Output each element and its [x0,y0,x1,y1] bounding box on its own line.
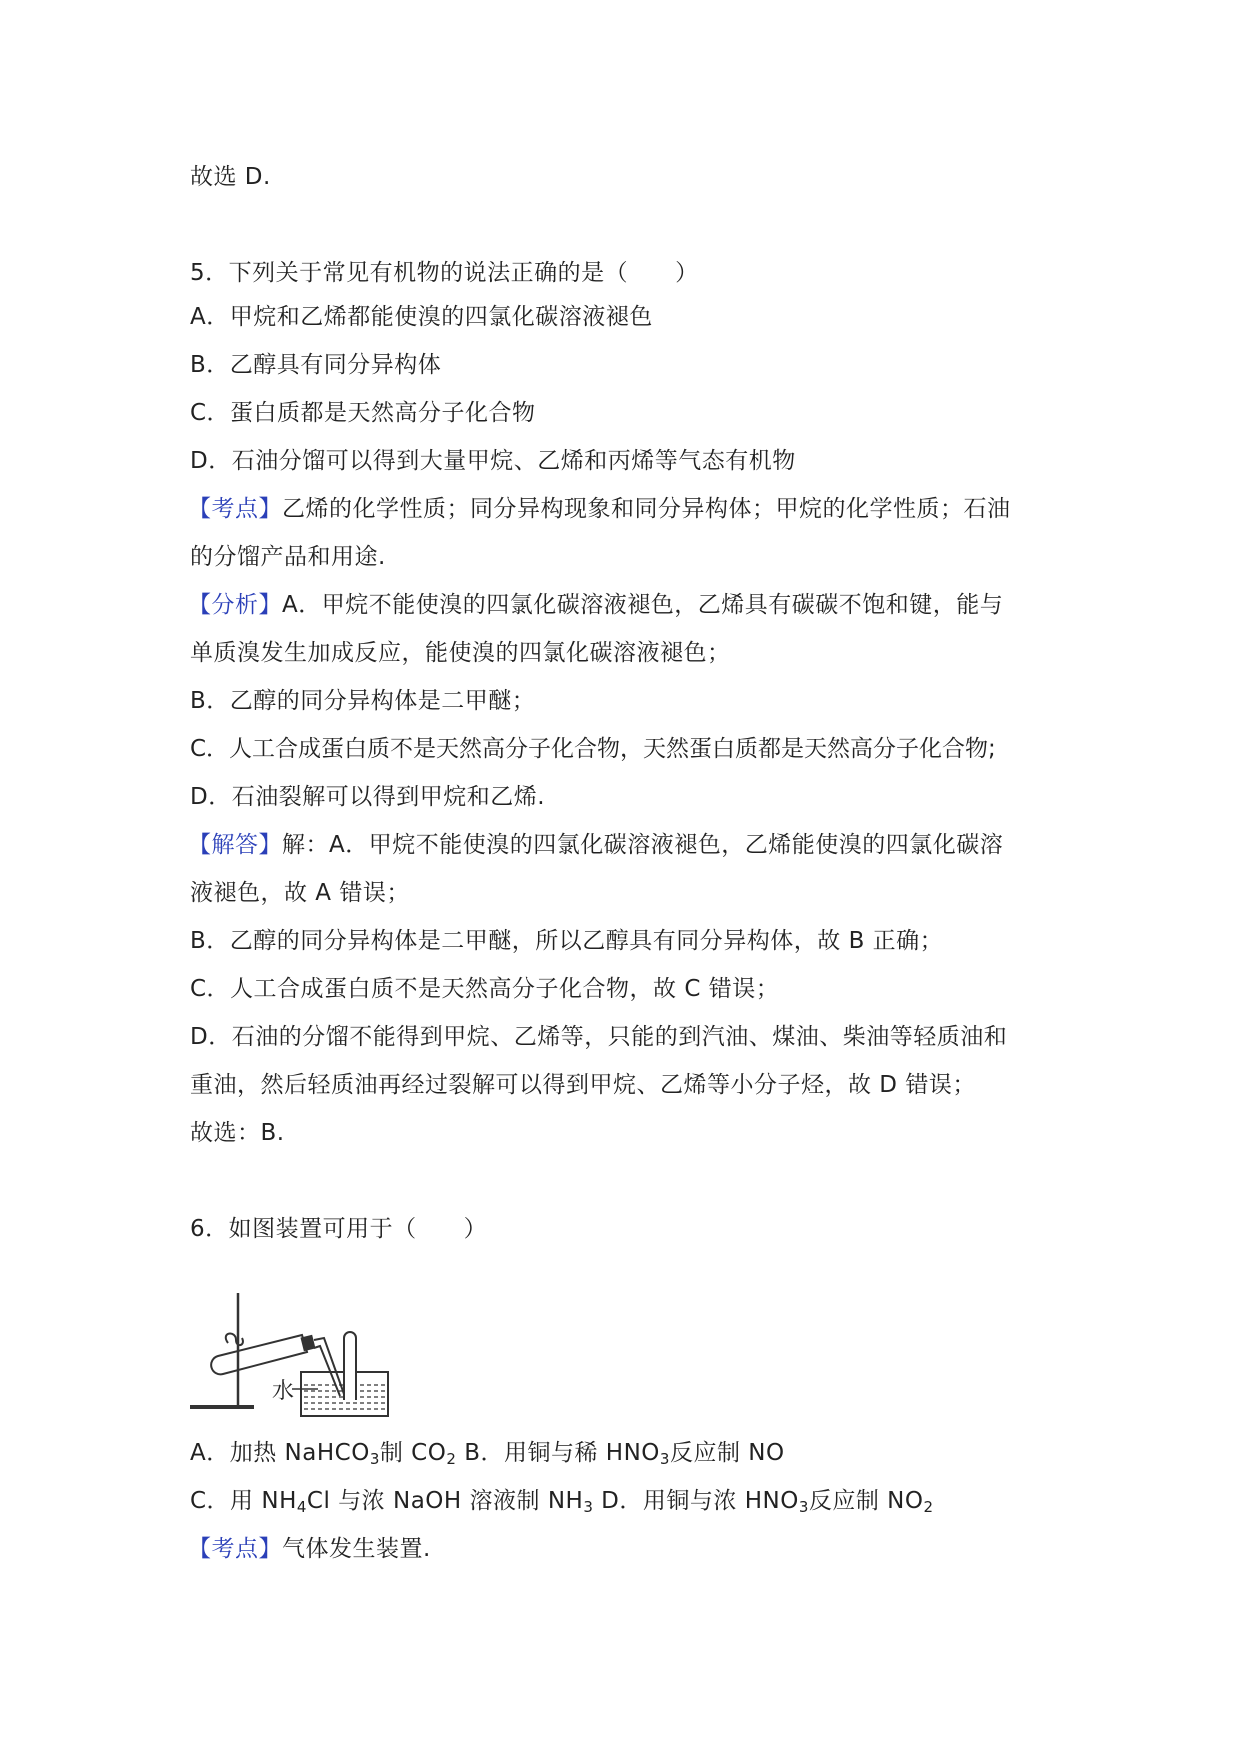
q6-opt-d-text2: 反应制 NO [808,1488,924,1514]
q5-fenxi-line3: B．乙醇的同分异构体是二甲醚； [190,688,536,714]
q6-opt-d-sub1: 3 [798,1498,809,1516]
q5-option-b: B．乙醇具有同分异构体 [190,352,442,378]
q5-jieda-line7: 故选：B. [190,1120,285,1146]
water-label: 水 [272,1379,295,1404]
q6-opt-a-sub2: 2 [446,1450,457,1468]
q6-opt-a-sub1: 3 [369,1450,380,1468]
jieda-tag: 【解答】 [188,832,282,858]
q5-jieda [188,830,1003,860]
q5-kaodian [188,494,1011,524]
q6-opt-d-text: D．用铜与浓 HNO [593,1488,799,1514]
delivery-tube [314,1338,348,1396]
q6-options-cd [190,1486,934,1516]
q5-jieda-line6: 重油，然后轻质油再经过裂解可以得到甲烷、乙烯等小分子烃，故 D 错误； [190,1072,976,1098]
q5-fenxi-line4: C．人工合成蛋白质不是天然高分子化合物，天然蛋白质都是天然高分子化合物; [190,736,996,762]
stand-base [190,1405,254,1409]
q5-option-c: C．蛋白质都是天然高分子化合物 [190,400,536,426]
q6-kaodian [188,1534,431,1564]
q5-jieda-line4: C．人工合成蛋白质不是天然高分子化合物，故 C 错误； [190,976,780,1002]
q5-kaodian-cont: 的分馏产品和用途. [190,544,386,570]
previous-answer: 故选 D. [190,164,271,190]
question-5-stem: 5．下列关于常见有机物的说法正确的是（ ） [190,260,699,286]
q5-jieda-line5: D．石油的分馏不能得到甲烷、乙烯等，只能的到汽油、煤油、柴油等轻质油和 [190,1024,1008,1050]
kaodian-tag: 【考点】 [188,496,282,522]
q5-option-d: D．石油分馏可以得到大量甲烷、乙烯和丙烯等气态有机物 [190,448,796,474]
q6-kaodian-tag: 【考点】 [188,1536,282,1562]
q6-opt-c-sub2: 3 [583,1498,594,1516]
q6-opt-b-sub: 3 [659,1450,670,1468]
q5-fenxi-line2: 单质溴发生加成反应，能使溴的四氯化碳溶液褪色； [190,640,731,666]
q5-fenxi [188,590,1003,620]
stopper [300,1335,315,1351]
q6-options-ab [190,1438,785,1468]
fenxi-tag: 【分析】 [188,592,282,618]
q6-opt-b-text: B．用铜与稀 HNO [456,1440,660,1466]
q6-opt-c-text2: Cl 与浓 NaOH 溶液制 NH [306,1488,584,1514]
q5-option-a: A．甲烷和乙烯都能使溴的四氯化碳溶液褪色 [190,304,653,330]
kaodian-text: 乙烯的化学性质；同分异构现象和同分异构体；甲烷的化学性质；石油 [282,496,1011,522]
q6-opt-b-text2: 反应制 NO [669,1440,785,1466]
q6-kaodian-text: 气体发生装置. [282,1536,431,1562]
q5-fenxi-line5: D．石油裂解可以得到甲烷和乙烯. [190,784,546,810]
q6-opt-c-sub1: 4 [296,1498,307,1516]
jieda-text: 解：A．甲烷不能使溴的四氯化碳溶液褪色，乙烯能使溴的四氯化碳溶 [282,832,1004,858]
test-tube [211,1335,307,1374]
clamp [226,1334,243,1346]
q5-jieda-line2: 液褪色，故 A 错误； [190,880,410,906]
q5-jieda-line3: B．乙醇的同分异构体是二甲醚，所以乙醇具有同分异构体，故 B 正确； [190,928,944,954]
q6-opt-a-text2: 制 CO [379,1440,447,1466]
collection-tube [344,1332,356,1400]
q6-opt-c-text: C．用 NH [190,1488,297,1514]
fenxi-text: A．甲烷不能使溴的四氯化碳溶液褪色，乙烯具有碳碳不饱和键，能与 [282,592,1004,618]
q6-opt-a-text: A．加热 NaHCO [190,1440,370,1466]
q6-opt-d-sub2: 2 [923,1498,934,1516]
apparatus-figure [190,1288,400,1418]
question-6-stem: 6．如图装置可用于（ ） [190,1216,488,1242]
